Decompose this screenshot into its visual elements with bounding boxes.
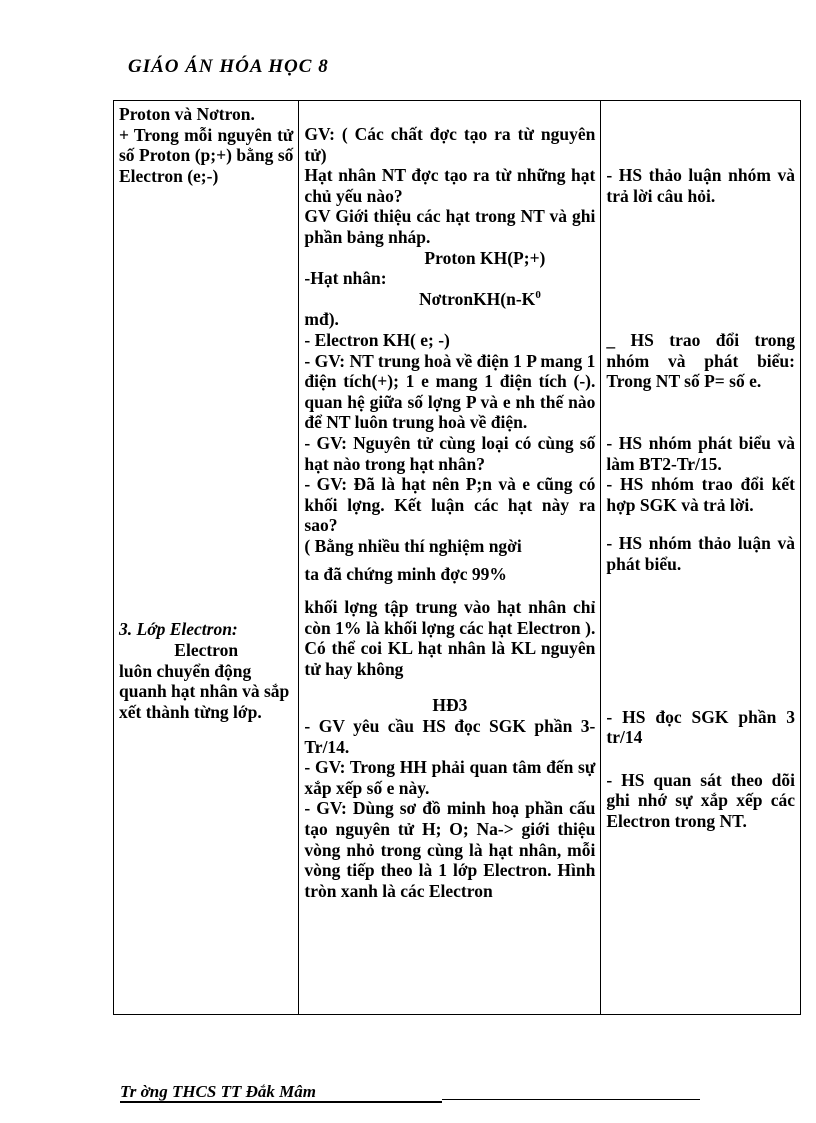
activity-text: mđ). <box>304 309 339 330</box>
activity-text: - GV: Trong HH phải quan tâm đến sự xắp xếp số e này. <box>304 757 596 798</box>
activity-text: - HS nhóm phát biểu và làm BT2-Tr/15. <box>606 432 795 474</box>
activity-text: - GV: Dùng sơ đồ minh hoạ phần cấu tạo nguyên tử H; O; Na-> giới thiệu vòng nhỏ trong cùng là hạt nhân, mỗi vòng tiếp theo là 1 lớp Electron. Hình tròn xanh là các Electron <box>304 798 596 901</box>
activity-text: ta đã chứng minh đợc 99% <box>304 564 507 585</box>
activity-heading: HĐ3 <box>432 695 468 716</box>
activity-text: - GV yêu cầu HS đọc SGK phần 3- Tr/14. <box>304 716 596 757</box>
footer-divider <box>442 1099 700 1100</box>
activity-text: - GV: Nguyên tử cùng loại có cùng số hạt nào trong hạt nhân? <box>304 432 596 474</box>
activity-text: GV Giới thiệu các hạt trong NT và ghi phần bảng nháp. <box>304 206 596 247</box>
content-column <box>114 101 299 1015</box>
activity-text: - HS nhóm thảo luận và phát biểu. <box>606 533 795 574</box>
activity-text: - GV: Đã là hạt nên P;n và e cũng có khối lợng. Kết luận các hạt này ra sao? <box>304 474 596 536</box>
activity-text: ( Bằng nhiều thí nghiệm ngời <box>304 535 522 556</box>
footer-school: Tr ờng THCS TT Đắk Mâm <box>120 1083 442 1103</box>
table-row <box>114 101 801 1015</box>
activity-text: NơtronKH(n-K <box>418 288 536 309</box>
activity-text: - HS quan sát theo dõi ghi nhớ sự xắp xếp các Electron trong NT. <box>606 769 795 831</box>
activity-text: Proton KH(P;+) <box>424 247 546 268</box>
page-header: GIÁO ÁN HÓA HỌC 8 <box>128 56 329 77</box>
activity-text: _ HS trao đổi trong nhóm và phát biểu: Trong NT số P= số e. <box>606 330 795 392</box>
content-text: + Trong mỗi nguyên tử số Proton (p;+) bằng số Electron (e;-) <box>119 124 294 186</box>
student-activity-column <box>601 101 801 1015</box>
content-text: Electron <box>174 639 239 660</box>
activity-text <box>304 289 595 310</box>
lesson-table <box>113 100 801 1015</box>
activity-text: khối lợng tập trung vào hạt nhân chỉ còn 1% là khối lợng các hạt Electron ). Có thể coi KL hạt nhân là KL nguyên tử hay không <box>304 597 596 679</box>
activity-text: -Hạt nhân: <box>304 268 387 289</box>
content-text: luôn chuyển động quanh hạt nhân và sắp xết thành từng lớp. <box>119 660 290 722</box>
section-title: 3. Lớp Electron: <box>119 619 238 640</box>
activity-text: - HS nhóm trao đổi kết hợp SGK và trả lời. <box>606 474 795 515</box>
content-text: Proton và Nơtron. <box>119 104 255 124</box>
superscript: 0 <box>535 288 541 301</box>
teacher-activity-column <box>299 101 601 1015</box>
activity-text: - GV: NT trung hoà về điện 1 P mang 1 điện tích(+); 1 e mang 1 điện tích (-). quan hệ giữa số lợng P và e nh thế nào để NT luôn trung hoà về điện. <box>304 350 596 433</box>
activity-text: - HS đọc SGK phần 3 tr/14 <box>606 706 795 748</box>
activity-text: Hạt nhân NT đợc tạo ra từ những hạt chủ yếu nào? <box>304 165 596 206</box>
activity-text: - Electron KH( e; -) <box>304 329 450 350</box>
activity-text: GV: ( Các chất đợc tạo ra từ nguyên tử) <box>304 124 596 165</box>
activity-text: - HS thảo luận nhóm và trả lời câu hỏi. <box>606 165 795 206</box>
